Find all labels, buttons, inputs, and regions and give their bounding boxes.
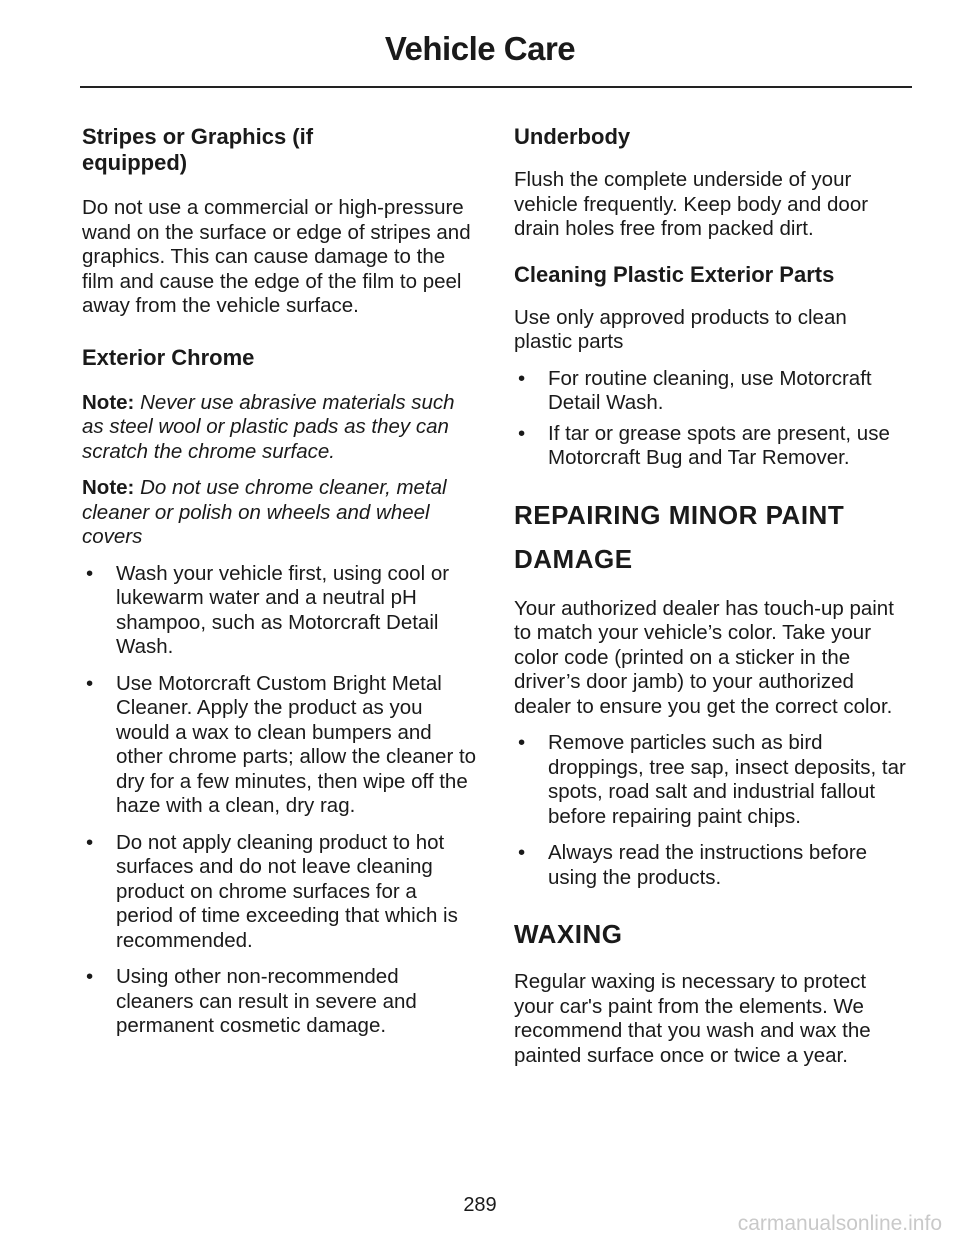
plastic-bullet-list bbox=[514, 367, 909, 471]
list-item-text: Remove particles such as bird droppings, tree sap, insect deposits, tar spots, road salt and industrial fallout before repairing paint chips. bbox=[548, 731, 906, 828]
header-divider bbox=[80, 86, 912, 88]
bullet-icon: • bbox=[86, 671, 94, 695]
page-header bbox=[0, 30, 960, 68]
right-column bbox=[514, 124, 909, 1068]
list-item bbox=[514, 422, 909, 471]
list-item-text: Wash your vehicle first, using cool or lukewarm water and a neutral pH shampoo, such as Motorcraft Detail Wash. bbox=[116, 561, 450, 658]
bullet-icon: • bbox=[86, 561, 94, 585]
note-text: Never use abrasive materials such as steel wool or plastic pads as they can scratch the chrome surface. bbox=[82, 390, 455, 463]
list-item-text: If tar or grease spots are present, use Motorcraft Bug and Tar Remover. bbox=[548, 421, 890, 469]
underbody-heading: Underbody bbox=[514, 124, 631, 149]
list-item bbox=[82, 831, 477, 954]
bullet-icon: • bbox=[86, 830, 94, 854]
list-item-text: Always read the instructions before using the products. bbox=[548, 841, 868, 889]
bullet-icon: • bbox=[518, 366, 526, 390]
chrome-note-2 bbox=[82, 476, 477, 550]
list-item bbox=[514, 841, 909, 890]
underbody-body: Flush the complete underside of your vehicle frequently. Keep body and door drain holes free from packed dirt. bbox=[514, 168, 869, 240]
paint-heading bbox=[514, 493, 909, 581]
list-item bbox=[82, 965, 477, 1039]
chrome-note-1 bbox=[82, 391, 477, 465]
chrome-heading: Exterior Chrome bbox=[82, 344, 255, 370]
list-item-text: Do not apply cleaning product to hot surfaces and do not leave cleaning product on chrome surfaces for a period of time exceeding that which is recommended. bbox=[116, 830, 458, 952]
stripes-body: Do not use a commercial or high-pressure wand on the surface or edge of stripes and graphics. This can cause damage to the film and cause the edge of the film to peel away from the vehicle surface. bbox=[82, 196, 471, 317]
list-item-text: Using other non-recommended cleaners can result in severe and permanent cosmetic damage. bbox=[116, 965, 417, 1037]
watermark: carmanualsonline.info bbox=[737, 1212, 942, 1235]
plastic-heading: Cleaning Plastic Exterior Parts bbox=[514, 261, 835, 287]
page-title: Vehicle Care bbox=[384, 30, 576, 67]
list-item bbox=[82, 672, 477, 819]
stripes-heading: Stripes or Graphics (if equipped) bbox=[82, 124, 314, 175]
paint-bullet-list bbox=[514, 731, 909, 890]
list-item bbox=[514, 731, 909, 829]
note-label: Note: bbox=[82, 476, 135, 499]
chrome-bullet-list bbox=[82, 562, 477, 1039]
note-label: Note: bbox=[82, 390, 135, 414]
paint-heading-line-1: REPAIRING MINOR PAINT bbox=[514, 499, 845, 530]
paint-body: Your authorized dealer has touch-up paint to match your vehicle’s color. Take your color code (printed on a sticker in the driver’s door jamb) to your authorized dealer to ensure you get the correct color. bbox=[514, 596, 894, 718]
list-item bbox=[514, 367, 909, 416]
bullet-icon: • bbox=[518, 841, 526, 864]
list-item bbox=[82, 562, 477, 660]
list-item-text: For routine cleaning, use Motorcraft Detail Wash. bbox=[548, 366, 872, 414]
page-number: 289 bbox=[463, 1194, 497, 1216]
bullet-icon: • bbox=[518, 731, 526, 754]
left-column bbox=[82, 124, 477, 1039]
note-text: Do not use chrome cleaner, metal cleaner or polish on wheels and wheel covers bbox=[82, 476, 447, 548]
list-item-text: Use Motorcraft Custom Bright Metal Cleaner. Apply the product as you would a wax to clean bumpers and other chrome parts; allow the cleaner to dry for a few minutes, then wipe off the haze with a clean, dry rag. bbox=[116, 671, 477, 817]
waxing-body: Regular waxing is necessary to protect your car's paint from the elements. We recommend that you wash and wax the painted surface once or twice a year. bbox=[514, 970, 871, 1067]
bullet-icon: • bbox=[518, 421, 526, 445]
waxing-heading: WAXING bbox=[514, 919, 623, 949]
paint-heading-line-2: DAMAGE bbox=[514, 543, 633, 574]
bullet-icon: • bbox=[86, 965, 94, 988]
plastic-body: Use only approved products to clean plastic parts bbox=[514, 305, 847, 353]
